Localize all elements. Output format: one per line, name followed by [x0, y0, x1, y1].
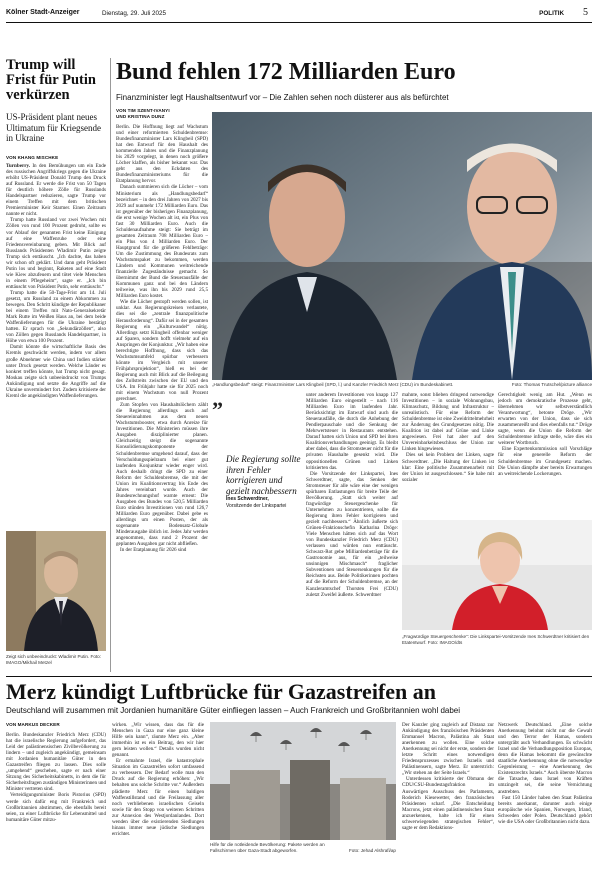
merz-headline: Merz kündigt Luftbrücke für Gazastreifen an — [6, 679, 436, 704]
page-number: 5 — [583, 7, 588, 18]
budget-headline: Bund fehlen 172 Milliarden Euro — [116, 59, 456, 85]
budget-col-3 — [306, 392, 398, 672]
budget-paragraph: unter anderem Investitionen von knapp 127 Milliarden Euro eingestellt – nach 116 Milliarden Euro im laufenden Jahr. Berücksichtigt im Entwurf sind auch die Steuerausfälle, die durch die Anhebung der Pendlerpauschale und die Senkung der Mehrwertsteuer in Restaurants entstehen. Darauf hatten sich Union und SPD bei ihren Koalitionsverhandlungen geeinigt. Es bleibt aber dabei, dass die Stromsteuer nicht für die privaten Haushalte gesenkt wird. Die oppositionellen Grünen und Linken kritisierten das. — [306, 392, 398, 471]
merz-col-3 — [402, 722, 494, 868]
issue-date: Dienstag, 29. Juli 2025 — [102, 9, 167, 17]
gaza-caption: Hilfe für die notleidende Bevölkerung: Pakete werden an Fallschirmen über Gaza-Stadt abgeworfen. — [210, 842, 325, 853]
trump-paragraph: Turnberry. In den Bemühungen um ein Ende des russischen Angriffskriegs gegen die Ukraine erhöht US-Präsident Donald Trump den Druck auf Russland. Er werde die Frist von 50 Tagen für deutlich höhere Zölle für Russlands Handelspartner reduzieren, sagte Trump vor einem Treffen mit dem britischen Premierminister Keir Starmer. Einen Zeitraum nannte er nicht. — [6, 163, 106, 218]
cabinet-photo-caption: „Handlungsbedarf“ steigt: Finanzminister Lars Klingbeil (SPD, l.) und Kanzler Friedrich Merz (CDU) im Bundeskabinett. — [212, 382, 454, 387]
budget-col-4 — [402, 392, 494, 517]
cabinet-photo — [212, 112, 592, 380]
cabinet-photo-credit: Foto: Thomas Trutschel/picture alliance — [511, 382, 592, 387]
merz-paragraph: Netzwerk Deutschland. „Eine solche Anerkennung belohnt nicht nur die Gewalt und den Terror der Hamas, sondern untergräbt auch Verhandlungen. Es schwächt Israel und die Verhandlungsposition Europas, denn die Hamas bekommt die gewünschte staatliche Anerkennung ohne die notwendige Gegenleistung – eine Anerkennung des Existenzrechts Israels.“ Auch überste Macron die Tatsache, dass Israel von Kräften umzingelt sei, die seine Vernichtung anstrebten. — [498, 722, 592, 795]
trump-paragraph: Trump hatte Russland vor zwei Wochen mit Zöllen von rund 100 Prozent gedroht, sollte es vor Ablauf der genannten Frist keine Einigung auf eine Waffenruhe oder eine Friedensvereinbarung geben. Mit Blick auf Russlands Präsidenten Wladimir Putin zeigte Trump sich enttäuscht. „Ich dachte, das haben wir schon oft geklärt. Und dann geht Präsident Putin los und beginnt, Raketen auf eine Stadt wie Kiew abzufeuern und tötet viele Menschen in einem Pflegeheim“, sagte er. „Ich bin enttäuscht von Präsident Putin, sehr enttäuscht.“ — [6, 217, 106, 290]
section-rule — [6, 676, 592, 677]
trump-body — [6, 163, 106, 563]
putin-caption: Zeigt sich unbeeindruckt: Wladimir Putin. Foto: IMAGO/Mikhail Metzel — [6, 654, 101, 665]
trump-paragraph: Trump hatte die 50-Tage-Frist am 14. Juli gesetzt, um Russland zu einem Abkommen zu bewegen. Den Schritt kündigte der Republikaner bei einem Treffen mit Nato-Generalsekretär Mark Rutte im Weißen Haus an, bei dem beide Waffenlieferungen für die Ukraine bestätigt hatten. Er sprach von „Sekundärzöllen“, also von Zöllen gegen Russlands Handelspartner, in Höhe von etwa 100 Prozent. — [6, 289, 106, 345]
merz-col-1 — [6, 732, 106, 868]
budget-paragraph: Gerechtigkeit wenig am Hut. „Wenn es jedoch um demokratische Prozesse geht, übernehmen wir selbstverständlich Verantwortung“, betonte Dröge. „Wir erwarten von der Union, dass sie sich zusammenreißt und dies ebenfalls tut.“ Dröge sagte, wenn die Union die Reform der Schuldenbremse infrage stelle, wäre dies ein weiterer Wortbruch. — [498, 392, 592, 447]
schwerdtner-portrait-icon — [402, 520, 592, 630]
schwerdtner-caption: „Fragwürdige Steuergeschenke“: Die Linkspartei-Vorsitzende Ines Schwerdtner kritisiert den Etatentwurf. Foto: IMAGO/dts — [402, 634, 590, 645]
schwerdtner-photo — [402, 520, 592, 630]
merz-deck: Deutschland will zusammen mit Jordanien humanitäre Güter einfliegen lassen – Auch Frankreich und Großbritannien wohl dabei — [6, 706, 461, 715]
budget-deck: Finanzminister legt Haushaltsentwurf vor – Die Zahlen sehen noch düsterer aus als befürchtet — [116, 93, 449, 102]
cabinet-photo-icon — [212, 112, 592, 380]
merz-byline: VON MARKUS DECKER — [6, 722, 60, 727]
budget-paragraph: Die Vorsitzende der Linkspartei, Ines Schwerdtner, sagte, das Senken der Stromsteuer für alle wäre eine der wenigen spürbaren Entlastungen für breite Teile der Bevölkerung. „Statt sich weiter auf fragwürdige Steuergeschenke für Unternehmen zu konzentrieren, sollte die Regierung ihren Fehler korrigieren und gezielt nachbessern.“ Ähnlich äußerte sich Grünen-Fraktionschefin Katharina Dröge: Viele Menschen hätten sich auf das Wort von Bundeskanzler Friedrich Merz (CDU) verlassen und würden nun enttäuscht. Schwarz-Rot gebe Milliardenbeträge für die Gastronomie aus, für ein „teilweise unsinnigen Mischmasch“ fraglicher Subventionen und Steuersenkungen für die Reichsten aus. Beide Politikerinnen pochten auf die Reform der Schuldenbremse, an der Kanzleramtschef Thorsten Frei (CDU) zuletzt Zweifel äußerte. Schwerdtner — [306, 470, 398, 598]
column-divider — [110, 58, 111, 672]
budget-paragraph: Dies sei kein Problem der Linken, sagte Schwerdtner. „Die Haltung der Linken ist klar: Eine politische Zusammenarbeit mit der Union ist ausgeschlossen.“ Sie habe mit sozialer — [402, 452, 494, 483]
merz-paragraph: Unterdessen kritisierte der Obmann der CDU/CSU-Bundestagsfraktion im Auswärtigen Ausschuss des Parlaments, Roderich Kiesewetter, den französischen Präsidenten scharf. „Die Entscheidung Macrons, jetzt einen palästinensischen Staat anzuerkennen, halte ich für einen schwerwiegenden strategischen Fehler“, sagte er dem Redaktions- — [402, 776, 494, 831]
merz-paragraph: Er ermahnte Israel, die katastrophale Situation im Gazastreifen sofort umfassend zu verbessern. Der Bedarf wolle man den Druck auf die Regierung erhöhen: „Wir behalten uns solche Schritte vor.“ Außerdem plädierte Merz für einen baldigen Waffenstillstand und die Freilassung aller noch verbliebenen israelischen Geiseln sowie für den Stopp von weiteren Schritten zur Annexion des Westjordanlandes. Dort wenden über die existierenden Siedlungen hinaus immer neue jüdische Siedlungen errichtet. — [112, 758, 204, 837]
trump-headline: Trump will Frist für Putin verkürzen — [6, 57, 96, 103]
budget-paragraph: Eine Expertenkommission soll Vorschläge für eine generelle Reform der Schuldenbremse im Grundgesetz machen. Die Union dämpfte aber bereits Erwartungen an weitreichende Lockerungen. — [498, 446, 592, 477]
budget-paragraph: Danach summieren sich die Lücher – vom Ministerium als „Handlungsbedarf“ bezeichnet – in den drei Jahren von 2027 bis 2029 auf nunmehr 172 Milliarden Euro. Das ist gegenüber der bisherigen Finanzplanung, die erst wenige Wochen alt ist, ein Plus von fast 30 Milliarden Euro. Auch die Schuldenaufnahme steigt: Sie beträgt im gesamten Zeitraum 708 Milliarden Euro – ein Plus von 4 Milliarden Euro. Der Hauptgrund für die größeren Fehlbeträge: Um die Zustimmung des Bundesrats zum Wachstumspaket zu bekommen, werden Ländern und Kommunen weitreichende finanzielle Zugeständnisse gemacht. So übernimmt der Bund die Steuerausfälle der Kommunen ganz und bei den Ländern teilweise, was ihn bis 2029 rund 25,5 Milliarden Euro kostet. — [116, 184, 208, 300]
budget-paragraph: In der Etatplanung für 2026 sind — [120, 547, 187, 554]
budget-byline: VON TIM SZENT-IVANYI UND KRISTINA DUNZ — [116, 108, 170, 119]
quote-mark-icon: ” — [212, 397, 223, 422]
putin-photo — [6, 531, 106, 651]
trump-paragraph: Damit könnte die wirtschaftliche Basis des Kremls geschwächt werden, indem vor allem große Abnehmer wie China und Indien stärker unter Druck gesetzt werden. Welche Länder es konkret treffen könnte, hat Trump nicht gesagt. Moskau zeigte sich unbeeindruckt von Trumps Ankündigung und setzte die Angriffe auf die Ukraine unvermindert fort. Zudem kritisierte der Kreml die angekündigten Waffenlieferungen. — [6, 344, 106, 399]
merz-paragraph: Verteidigungsminister Boris Pistorius (SPD) werde sich dafür eng mit Frankreich und Großbritannien abstimmen, die ebenfalls bereit seien, zu einer Luftbrücke für Lebensmittel und humanitäre Güter mitzu- — [6, 792, 106, 823]
budget-col-5 — [498, 392, 592, 517]
budget-paragraph: Berlin. Die Hoffnung liegt auf Wachstum und einer reformierten Schuldenbremse: Bundesfinanzminister Lars Klingbeil (SPD) hat den Entwurf für den Haushalt des kommenden Jahres und die Finanzplanung bis 2029 vorgelegt, in denen noch größere Löcher klaffen, als bisher bekannt war. Das geht aus den Eckdaten des Bundesfinanzministeriums für die Etatplanung hervor. — [116, 124, 208, 185]
putin-portrait-icon — [6, 531, 106, 651]
budget-col-1 — [116, 124, 208, 664]
quote-role: Vorsitzende der Linkspartei — [226, 503, 287, 509]
quote-text: Die Regierung sollte ihren Fehler korrigieren und gezielt nachbessern — [226, 454, 301, 496]
merz-paragraph: Der Kanzler ging zugleich auf Distanz zur Ankündigung des französischen Präsidenten Emmanuel Macron, Palästina als Staat anerkennen zu wollen. Eine solche Anerkennung sei nicht der erste, sondern der letzte Schritt eines notwendigen Friedensprozesses zwischen Israelis und Palästinensern, sagte Merz. Er unterstrich: „Wir stehen an der Seite Israels.“ — [402, 722, 494, 777]
budget-paragraph: Wie die Löcher gestopft werden sollen, ist unklar. Aus Regierungskreisen verlautete, dies sei die „zentrale finanzpolitische Herausforderung“. Dafür sei in der gesamten Regierung ein „Kulturwandel“ nötig. Allerdings setzt Klingbeil offenbar weniger auf Sparen, sondern hofft vielmehr auf ein Anspringen der Konjunktur. „Wir haben eine berechtigte Hoffnung, dass sich das Wachstumsumfeld spürbar verbessern könnte im Vergleich mit unserer Frühjahrsprojektion“, hieß es bei der Regierung auch mit Blick auf die Beilegung des Zollstreits zwischen der EU und den USA. Im Frühjahr hatte sie für 2025 noch mit einem Wachstum von null Prozent gerechnet. — [116, 299, 208, 403]
merz-col-2 — [112, 722, 204, 868]
gaza-credit: Foto: Jehad Alshrafi/ap — [349, 848, 396, 853]
section-name: POLITIK — [539, 9, 564, 17]
budget-paragraph: mahnte, sonst blieben dringend notwendige Investitionen – in soziale Wohnungsbau, Klimaschutz, Bildung und Infrastruktur – unrealistisch. Für eine Reform der Schuldenbremse ist eine Zweidrittelmehrheit zur Änderung des Grundgesetzes nötig. Die Koalition ist dabei auf Grüne und Linke angewiesen. Frei hat aber auf den Unvereinbarkeitsbeschluss der Union zur Linken hingewiesen. — [402, 392, 494, 453]
merz-col-4 — [498, 722, 592, 868]
trump-deck: US-Präsident plant neues Ultimatum für Kriegsende in Ukraine — [6, 112, 101, 143]
header-rule — [6, 22, 592, 23]
trump-byline: VON KHANG MISCHKE — [6, 155, 59, 160]
airdrop-photo-icon — [210, 722, 396, 840]
newspaper-name: Kölner Stadt-Anzeiger — [6, 9, 80, 16]
gaza-photo — [210, 722, 396, 840]
quote-author: Ines Schwerdtner, — [226, 496, 269, 502]
budget-paragraph: Zum Stopfen von Haushaltslöchern zählt die Regierung allerdings auch auf Steuereinnahmen aus dem neuen Wachstumsbooster, etwa durch Anreize für Investitionen. Die Ministerien müssen ihre Ausgaben disziplinierter planen. Gleichzeitig steigt die sogenannte Konsolidierungskomponente der Schuldenbremse umgehend darauf, dass der Verschuldungsspielraum bei einer gut laufenden Konjunktur wieder enger wird. Auch deshalb dringt die SPD zu einer Reform der Schuldenbremse, die mit der Union im Koalitionsvertrag bis Ende des Jahres vereinbart wurde. Auch der Bundesrechnungshof warnte erneut: Die Ausgaben des Bundes von 520,5 Milliarden Euro stünden Investitionen von rund 126,7 Milliarden Euro gegenüber. Dabei gebe es allerdings um einen Posten, der als sogenannte Bodensatz-Globale Minderausgabe üblich ist. Jedes Jahr werden angenommen, dass rund 2 Prozent der geplanten Ausgaben gar nicht abfließen. — [116, 402, 208, 548]
merz-paragraph: wirken. „Wir wissen, dass das für die Menschen in Gaza nur eine ganz kleine Hilfe sein kann“, räumte Merz ein. „Aber immerhin ist es ein Beitrag, den wir hier gern leisten wollen.“ Details wurden nicht genannt. — [112, 722, 204, 759]
merz-paragraph: Berlin. Bundeskanzler Friedrich Merz (CDU) hat die israelische Regierung aufgefordert, das Leid der palästinensischen Zivilbevölkerung zu lindern – und zugleich angekündigt, gemeinsam mit Jordanien humanitäre Güter in den Gazastreifen fliegen zu lassen. Dies solle „umgehend“ geschehen, sagte er nach einer Sitzung des Sicherheitskabinetts, in dem die für Sicherheitsfragen zuständigen Ministerinnen und Minister vertreten sind. — [6, 732, 106, 793]
trump-dateline: Turnberry. — [6, 163, 31, 169]
page-header — [6, 8, 592, 22]
merz-paragraph: Fast 150 Länder haben den Staat Palästina bereits anerkannt, darunter auch einige europäische wie Spanien, Norwegen, Irland, Schweden oder Polen. Deutschland gehört wie die USA oder Großbritannien nicht dazu. — [498, 794, 592, 825]
pull-quote — [212, 398, 302, 518]
